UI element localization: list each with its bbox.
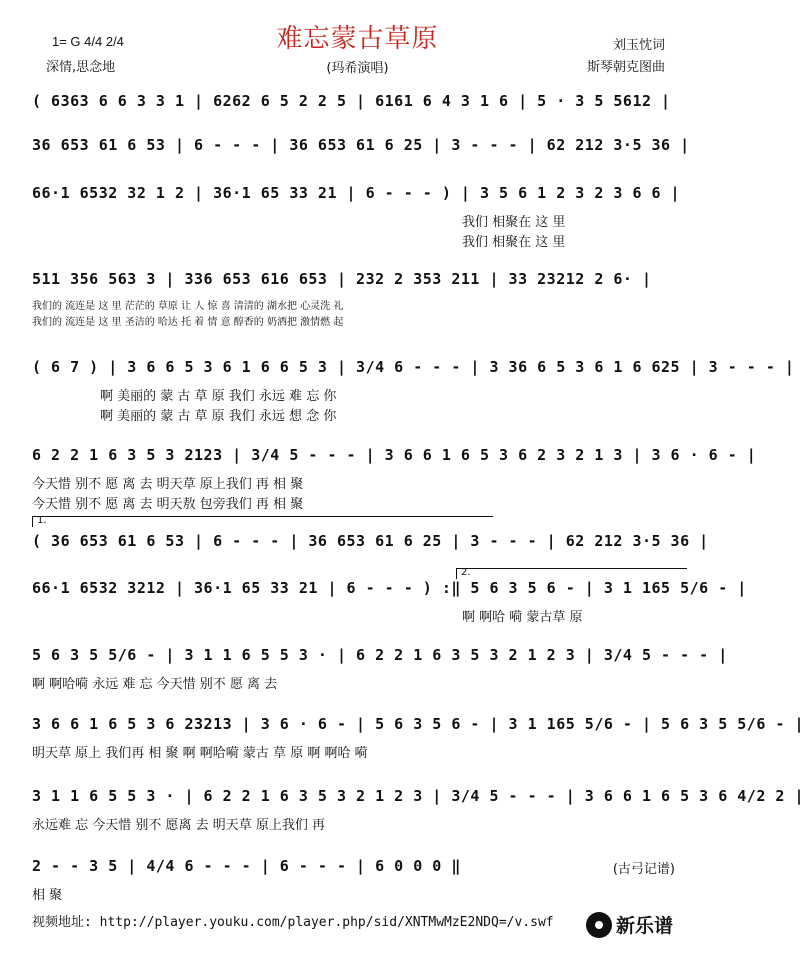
volta-second-ending xyxy=(456,568,687,579)
video-url[interactable]: http://player.youku.com/player.php/sid/XNTMwMzE2NDQ=/v.swf xyxy=(99,915,554,930)
lyric-line: 明天草 原上 我们再 相 聚 啊 啊哈嗬 蒙古 草 原 啊 啊哈 嗬 xyxy=(32,746,368,761)
lyric-line: 我们的 流连是 这 里 圣洁的 哈达 托 着 情 意 醇香的 奶酒把 激情燃 起 xyxy=(32,317,344,328)
notation-line: 3 6 6 1 6 5 3 6 23213 | 3 6 · 6 - | 5 6 3 5 6 - | 3 1 165 5/6 - | 5 6 3 5 5/6 - | xyxy=(32,715,804,733)
lyric-line: 啊 啊哈 嗬 蒙古草 原 xyxy=(462,610,583,625)
notation-line: 5 6 3 5 5/6 - | 3 1 1 6 5 5 3 · | 6 2 2 1 6 3 5 3 2 1 2 3 | 3/4 5 - - - | xyxy=(32,646,728,664)
notation-line: ( 6363 6 6 3 3 1 | 6262 6 5 2 2 5 | 6161 6 4 3 1 6 | 5 · 3 5 5612 | xyxy=(32,92,671,110)
volta-label: 2. xyxy=(461,567,471,578)
key-signature: 1= G 4/4 2/4 xyxy=(52,34,124,49)
composer-credit: 斯琴朝克图曲 xyxy=(586,60,665,75)
lyric-line: 啊 美丽的 蒙 古 草 原 我们 永远 想 念 你 xyxy=(100,409,337,424)
notation-line: 66·1 6532 3212 | 36·1 65 33 21 | 6 - - - ) :‖ 5 6 3 5 6 - | 3 1 165 5/6 - | xyxy=(32,579,747,597)
notation-line: 511 356 563 3 | 336 653 616 653 | 232 2 353 211 | 33 23212 2 6· | xyxy=(32,270,652,288)
tempo-marking: 深情,思念地 xyxy=(46,60,116,75)
logo-text: 新乐谱 xyxy=(616,915,674,937)
notation-line: 3 1 1 6 5 5 3 · | 6 2 2 1 6 3 5 3 2 1 2 3 | 3/4 5 - - - | 3 6 6 1 6 5 3 6 4/2 2 | xyxy=(32,787,804,805)
notation-line: ( 6 7 ) | 3 6 6 5 3 6 1 6 6 5 3 | 3/4 6 - - - | 3 36 6 5 3 6 1 6 625 | 3 - - - | xyxy=(32,358,795,376)
site-logo[interactable] xyxy=(586,911,673,938)
notation-line: ( 36 653 61 6 53 | 6 - - - | 36 653 61 6 25 | 3 - - - | 62 212 3·5 36 | xyxy=(32,532,709,550)
notation-line: 2 - - 3 5 | 4/4 6 - - - | 6 - - - | 6 0 0 0 ‖ xyxy=(32,857,461,875)
lyricist-credit: 刘玉忱词 xyxy=(612,38,665,53)
performer-note: (玛希演唱) xyxy=(326,61,389,76)
volta-first-ending xyxy=(32,516,493,527)
video-label: 视频地址: xyxy=(32,915,92,930)
lyric-line: 我们 相聚在 这 里 xyxy=(462,215,566,230)
lyric-line: 啊 啊哈嗬 永远 难 忘 今天惜 别不 愿 离 去 xyxy=(32,677,278,692)
notation-line: 66·1 6532 32 1 2 | 36·1 65 33 21 | 6 - - - ) | 3 5 6 1 2 3 2 3 6 6 | xyxy=(32,184,681,202)
notation-line: 36 653 61 6 53 | 6 - - - | 36 653 61 6 25 | 3 - - - | 62 212 3·5 36 | xyxy=(32,136,690,154)
lyric-line: 今天惜 别不 愿 离 去 明天草 原上我们 再 相 聚 xyxy=(32,477,304,492)
notation-line: 6 2 2 1 6 3 5 3 2123 | 3/4 5 - - - | 3 6 6 1 6 5 3 6 2 3 2 1 3 | 3 6 · 6 - | xyxy=(32,446,757,464)
lyric-line: 我们 相聚在 这 里 xyxy=(462,235,566,250)
lyric-line: 永远难 忘 今天惜 别不 愿离 去 明天草 原上我们 再 xyxy=(32,818,326,833)
lyric-line: 相 聚 xyxy=(32,888,63,903)
record-disc-icon xyxy=(586,912,612,938)
song-title: 难忘蒙古草原 xyxy=(276,24,439,54)
volta-label: 1. xyxy=(37,515,47,526)
lyric-line: 我们的 流连是 这 里 茫茫的 草原 让 人 惊 喜 清清的 湖水把 心灵洗 礼 xyxy=(32,301,344,312)
transcriber-note: (古弓记谱) xyxy=(612,862,675,877)
lyric-line: 啊 美丽的 蒙 古 草 原 我们 永远 难 忘 你 xyxy=(100,389,337,404)
video-link[interactable] xyxy=(32,911,554,930)
lyric-line: 今天惜 别不 愿 离 去 明天敖 包旁我们 再 相 聚 xyxy=(32,497,304,512)
